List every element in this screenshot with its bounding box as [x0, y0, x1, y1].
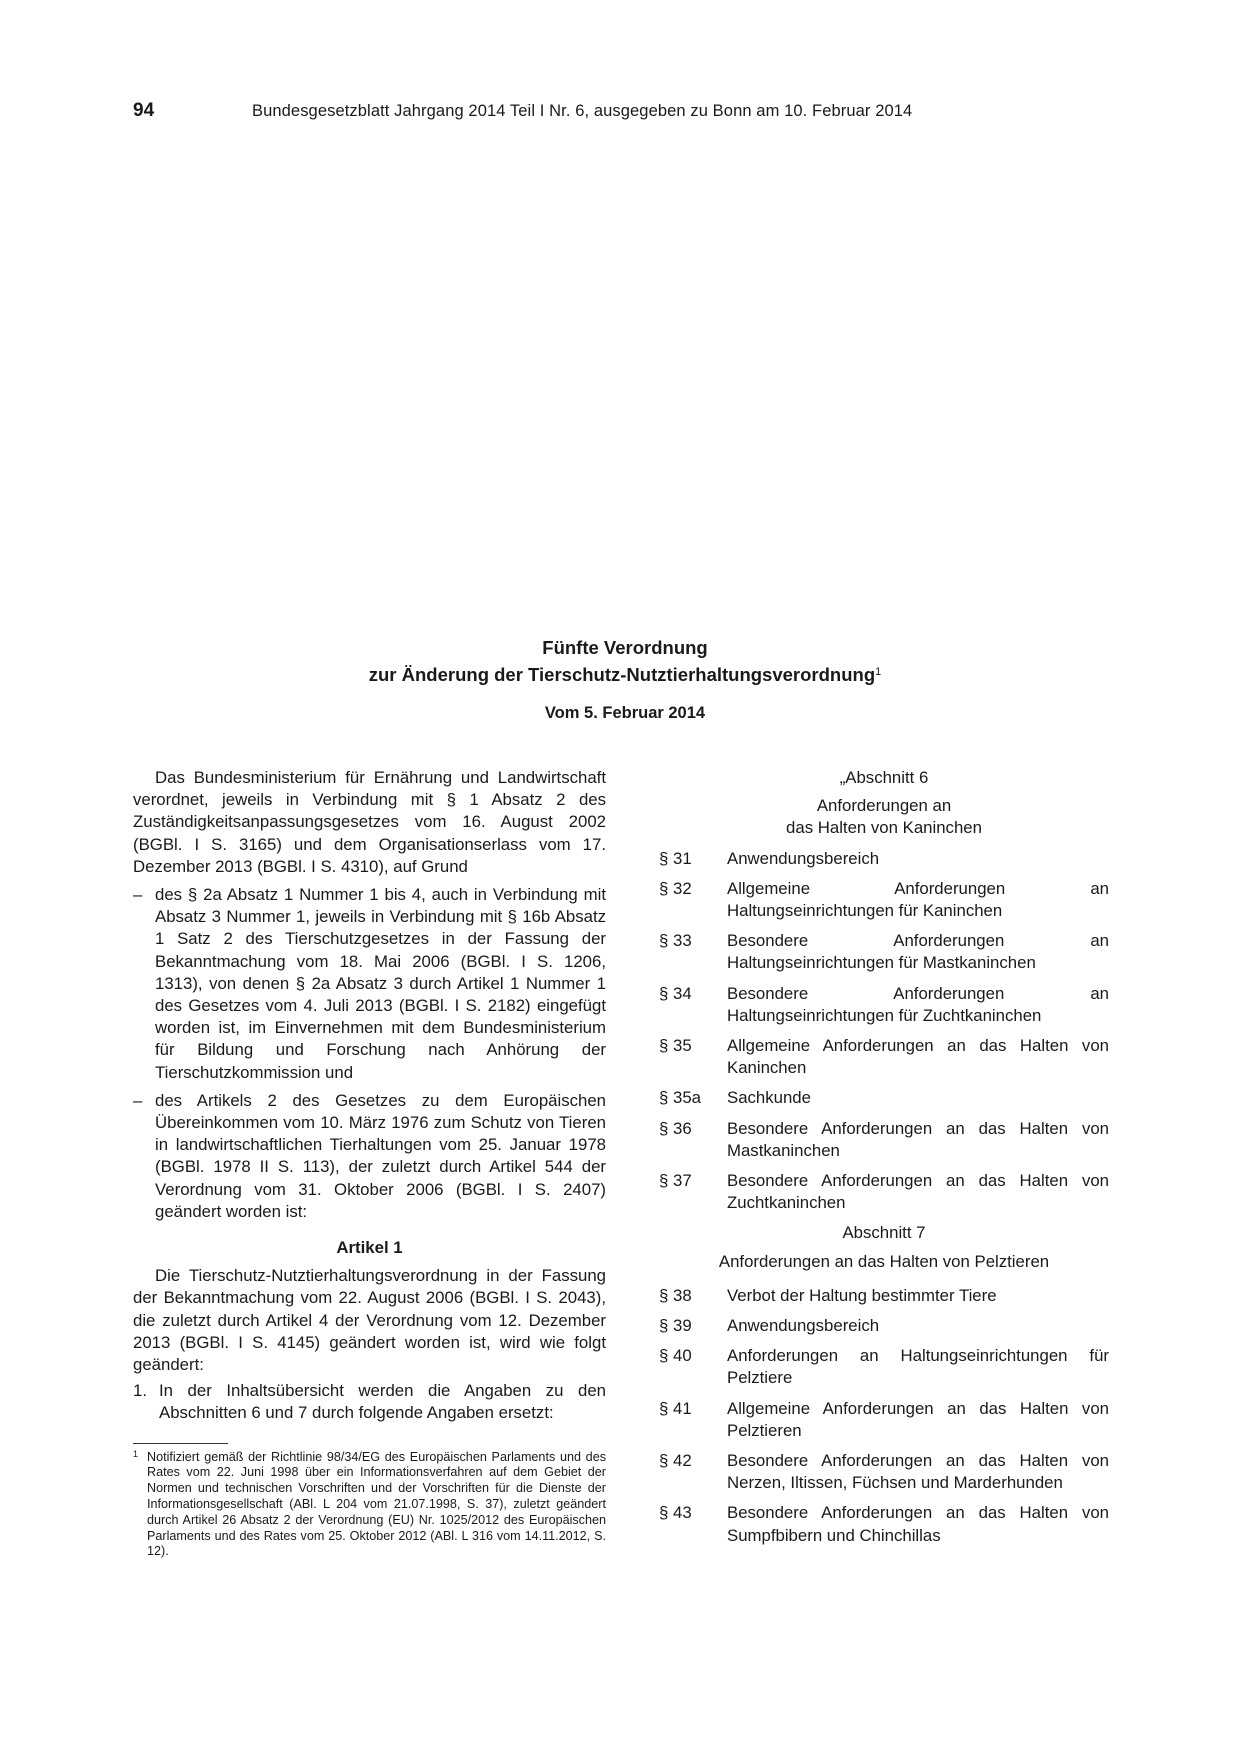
- dash-mark: –: [133, 885, 143, 905]
- section-6-subtitle-line-2: das Halten von Kaninchen: [786, 818, 982, 838]
- toc-item-number: § 42: [659, 1451, 692, 1471]
- section-6-subtitle-line-1: Anforderungen an: [816, 796, 952, 816]
- toc-item-number: § 39: [659, 1316, 692, 1336]
- toc-item-text: Anwendungsbereich: [727, 1316, 880, 1336]
- toc-item-number: § 31: [659, 848, 692, 868]
- toc-item: [659, 983, 1109, 1027]
- dash-list-item: [133, 884, 606, 1084]
- toc-item: [659, 1315, 1109, 1337]
- toc-item-text: Allgemeine Anforderungen an Haltungseinrichtungen für Kaninchen: [727, 878, 1109, 921]
- toc-item-text: Sachkunde: [727, 1088, 811, 1108]
- toc-item: [659, 848, 1109, 870]
- toc-item-number: § 40: [659, 1346, 692, 1366]
- toc-item: [659, 1345, 1109, 1389]
- toc-item-text: Allgemeine Anforderungen an das Halten von Kaninchen: [727, 1036, 1109, 1078]
- intro-paragraph: Das Bundesministerium für Ernährung und Landwirtschaft verordnet, jeweils in Verbindung mit § 1 Absatz 2 des Zuständigkeitsanpassungsgesetzes vom 16. August 2002 (BGBl. I S. 3165) und dem Organisationserlass vom 17. Dezember 2013 (BGBl. I S. 4310), auf Grund: [133, 768, 606, 876]
- toc-item-number: § 33: [659, 931, 692, 951]
- toc-item-text: Verbot der Haltung bestimmter Tiere: [727, 1285, 997, 1305]
- running-header: Bundesgesetzblatt Jahrgang 2014 Teil I Nr. 6, ausgegeben zu Bonn am 10. Februar 2014: [252, 102, 913, 120]
- article-title: Artikel 1: [336, 1238, 403, 1258]
- toc-item-number: § 43: [659, 1503, 692, 1523]
- toc-item-number: § 35a: [659, 1088, 701, 1108]
- footnote: [133, 1450, 606, 1561]
- left-column: [133, 767, 606, 1560]
- page-number: 94: [133, 100, 155, 121]
- toc-item: [659, 1118, 1109, 1162]
- toc-item: [659, 878, 1109, 922]
- toc-item-text: Besondere Anforderungen an Haltungseinrichtungen für Zuchtkaninchen: [727, 983, 1109, 1025]
- toc-item: [659, 1035, 1109, 1079]
- dash-item-text: des Artikels 2 des Gesetzes zu dem Europäischen Übereinkommen vom 10. März 1976 zum Schutz von Tieren in landwirtschaftlichen Tierhaltungen vom 25. Januar 1978 (BGBl. 1978 II S. 113), der zuletzt durch Artikel 544 der Verordnung vom 31. Oktober 2006 (BGBl. I S. 2407) geändert worden ist:: [155, 1090, 606, 1221]
- toc-item-text: Besondere Anforderungen an das Halten von Zuchtkaninchen: [727, 1171, 1109, 1213]
- footnote-divider: [133, 1443, 228, 1444]
- dash-list-item: [133, 1090, 606, 1223]
- toc-item-text: Besondere Anforderungen an Haltungseinrichtungen für Mastkaninchen: [727, 931, 1109, 973]
- toc-item-text: Allgemeine Anforderungen an das Halten von Pelztieren: [727, 1398, 1109, 1440]
- dash-mark: –: [133, 1090, 143, 1110]
- title-footnote-ref: 1: [875, 666, 882, 678]
- toc-item: [659, 1087, 1109, 1109]
- title-line-2: [250, 660, 1000, 687]
- toc-item-text: Anforderungen an Haltungseinrichtungen für Pelztiere: [727, 1346, 1109, 1388]
- toc-item-text: Anwendungsbereich: [727, 848, 880, 868]
- section-6-subtitle: [659, 795, 1109, 839]
- article-paragraph: Die Tierschutz-Nutztierhaltungsverordnung in der Fassung der Bekanntmachung vom 22. August 2006 (BGBl. I S. 2043), die zuletzt durch Artikel 4 der Verordnung vom 12. Dezember 2013 (BGBl. I S. 4145) geändert worden ist, wird wie folgt geändert:: [133, 1266, 606, 1375]
- numbered-item-text: In der Inhaltsübersicht werden die Angaben zu den Abschnitten 6 und 7 durch folgende Angaben ersetzt:: [159, 1381, 606, 1423]
- numbered-item: [133, 1380, 606, 1424]
- toc-item-number: § 36: [659, 1118, 692, 1138]
- toc-item-number: § 35: [659, 1036, 692, 1056]
- numbered-item-mark: 1.: [133, 1381, 147, 1401]
- toc-item: [659, 1285, 1109, 1307]
- footnote-text: Notifiziert gemäß der Richtlinie 98/34/EG des Europäischen Parlaments und des Rates vom 22. Juni 1998 über ein Informationsverfahren auf dem Gebiet der Normen und technischen Vorschriften und der Vorschriften für die Dienste der Informationsgesellschaft (ABl. L 204 vom 21.07.1998, S. 37), zuletzt geändert durch Artikel 26 Absatz 2 der Verordnung (EU) Nr. 1025/2012 des Europäischen Parlaments und des Rates vom 25. Oktober 2012 (ABl. L 316 vom 14.11.2012, S. 12).: [147, 1449, 606, 1559]
- section-6-heading: „Abschnitt 6: [839, 768, 929, 787]
- dash-item-text: des § 2a Absatz 1 Nummer 1 bis 4, auch in Verbindung mit Absatz 3 Nummer 1, jeweils in Verbindung mit § 16b Absatz 1 Satz 2 des Tierschutzgesetzes in der Fassung der Bekanntmachung vom 18. Mai 2006 (BGBl. I S. 1206, 1313), von denen § 2a Absatz 3 durch Artikel 1 Nummer 1 des Gesetzes vom 4. Juli 2013 (BGBl. I S. 2182) eingefügt worden ist, im Einvernehmen mit dem Bundesministerium für Bildung und Forschung nach Anhörung der Tierschutzkommission und: [155, 885, 606, 1082]
- toc-item-number: § 32: [659, 878, 692, 898]
- toc-item: [659, 930, 1109, 974]
- document-title: [250, 636, 1000, 687]
- toc-item: [659, 1450, 1109, 1494]
- toc-item: [659, 1170, 1109, 1214]
- right-column: [659, 767, 1109, 1555]
- document-date: Vom 5. Februar 2014: [544, 704, 706, 722]
- toc-item-number: § 38: [659, 1285, 692, 1305]
- section-7-subtitle: Anforderungen an das Halten von Pelztieren: [718, 1251, 1050, 1271]
- toc-item: [659, 1398, 1109, 1442]
- toc-item-text: Besondere Anforderungen an das Halten von Nerzen, Iltissen, Füchsen und Marderhunden: [727, 1451, 1109, 1493]
- title-line-2-text: zur Änderung der Tierschutz-Nutztierhaltungsverordnung: [368, 664, 876, 685]
- toc-item: [659, 1502, 1109, 1546]
- toc-item-text: Besondere Anforderungen an das Halten von Mastkaninchen: [727, 1118, 1109, 1160]
- title-line-1: Fünfte Verordnung: [542, 637, 708, 658]
- toc-item-number: § 34: [659, 983, 692, 1003]
- toc-item-number: § 41: [659, 1398, 692, 1418]
- toc-item-text: Besondere Anforderungen an das Halten von Sumpfbibern und Chinchillas: [727, 1503, 1109, 1545]
- toc-item-number: § 37: [659, 1171, 692, 1191]
- section-7-heading: Abschnitt 7: [842, 1223, 926, 1243]
- footnote-mark: 1: [133, 1448, 139, 1459]
